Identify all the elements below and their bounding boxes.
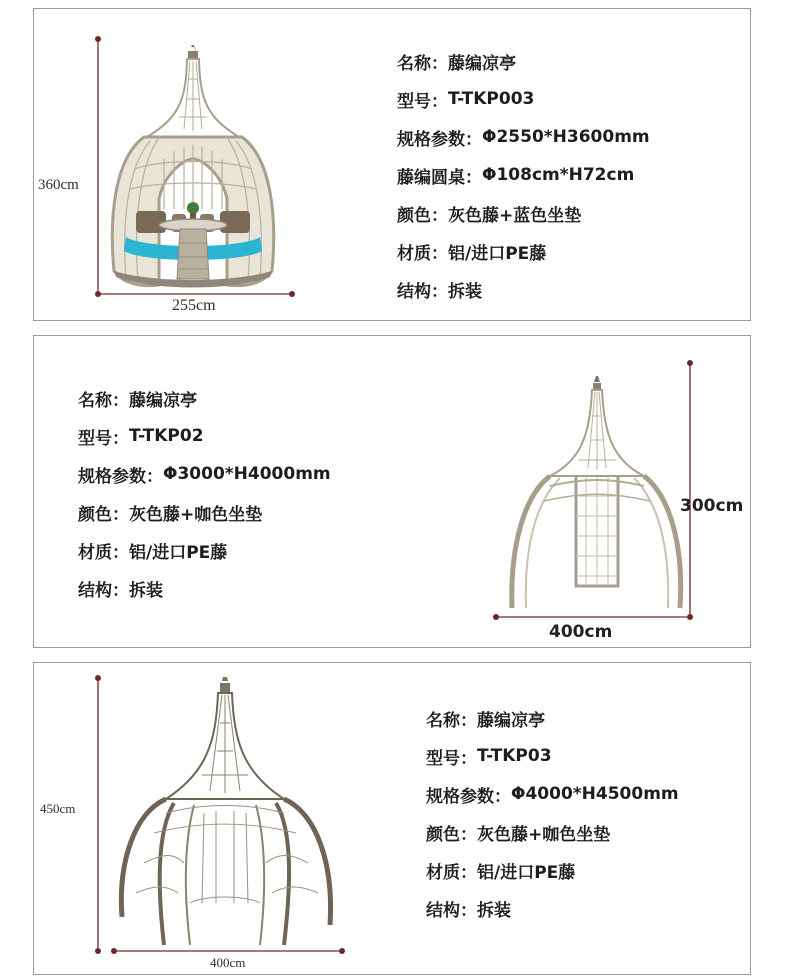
spec-row-material — [78, 531, 331, 569]
spec-row-model — [426, 737, 679, 775]
spec-value: 拆装 — [448, 281, 482, 302]
width-dimension-label: 400cm — [210, 955, 246, 970]
spec-label: 藤编圆桌： — [397, 167, 482, 188]
height-dimension-label: 300cm — [680, 496, 744, 516]
spec-value: T-TKP003 — [448, 89, 535, 109]
spec-value: 藤编凉亭 — [477, 710, 545, 731]
spec-row-structure — [78, 569, 331, 607]
product-card-2 — [33, 335, 751, 648]
spec-label: 颜色： — [78, 504, 129, 525]
spec-label: 规格参数： — [426, 786, 511, 807]
spec-label: 结构： — [78, 580, 129, 601]
spec-label: 名称： — [78, 390, 129, 411]
spec-row-dimensions — [78, 455, 331, 493]
spec-value: 灰色藤+蓝色坐垫 — [448, 205, 582, 226]
spec-label: 名称： — [426, 710, 477, 731]
spec-value: 拆装 — [129, 580, 163, 601]
spec-value: T-TKP02 — [129, 426, 204, 446]
spec-list — [426, 699, 679, 927]
spec-row-table — [397, 156, 650, 194]
height-dimension-label: 450cm — [40, 801, 76, 816]
spec-value: 铝/进口PE藤 — [129, 542, 228, 563]
spec-label: 规格参数： — [397, 129, 482, 150]
spec-label: 型号： — [397, 91, 448, 112]
spec-row-structure — [426, 889, 679, 927]
product-card-1 — [33, 8, 751, 321]
spec-list — [397, 42, 650, 308]
spec-row-name — [397, 42, 650, 80]
spec-label: 材质： — [78, 542, 129, 563]
spec-row-material — [426, 851, 679, 889]
spec-row-model — [78, 417, 331, 455]
spec-row-name — [426, 699, 679, 737]
spec-row-color — [397, 194, 650, 232]
spec-label: 材质： — [426, 862, 477, 883]
spec-label: 颜色： — [397, 205, 448, 226]
width-dimension-label: 400cm — [549, 622, 613, 642]
spec-row-material — [397, 232, 650, 270]
spec-value: Φ4000*H4500mm — [511, 784, 679, 804]
spec-row-model — [397, 80, 650, 118]
spec-label: 名称： — [397, 53, 448, 74]
spec-value: 藤编凉亭 — [448, 53, 516, 74]
spec-row-color — [78, 493, 331, 531]
spec-label: 型号： — [426, 748, 477, 769]
spec-row-color — [426, 813, 679, 851]
pavilion-3-image — [34, 663, 364, 976]
spec-value: T-TKP03 — [477, 746, 552, 766]
spec-list — [78, 379, 331, 607]
spec-value: 灰色藤+咖色坐垫 — [129, 504, 263, 525]
spec-value: 拆装 — [477, 900, 511, 921]
spec-value: 藤编凉亭 — [129, 390, 197, 411]
spec-value: Φ2550*H3600mm — [482, 127, 650, 147]
product-card-3 — [33, 662, 751, 975]
spec-row-dimensions — [397, 118, 650, 156]
spec-row-name — [78, 379, 331, 417]
spec-label: 型号： — [78, 428, 129, 449]
spec-label: 规格参数： — [78, 466, 163, 487]
spec-label: 颜色： — [426, 824, 477, 845]
spec-row-structure — [397, 270, 650, 308]
width-dimension-label: 255cm — [172, 297, 216, 314]
height-dimension-label: 360cm — [38, 177, 79, 193]
spec-value: Φ108cm*H72cm — [482, 165, 635, 185]
spec-label: 结构： — [426, 900, 477, 921]
spec-label: 结构： — [397, 281, 448, 302]
spec-label: 材质： — [397, 243, 448, 264]
pavilion-1-image — [34, 9, 314, 322]
spec-value: 灰色藤+咖色坐垫 — [477, 824, 611, 845]
spec-row-dimensions — [426, 775, 679, 813]
spec-value: 铝/进口PE藤 — [448, 243, 547, 264]
spec-value: 铝/进口PE藤 — [477, 862, 576, 883]
pavilion-2-image — [474, 336, 750, 649]
spec-value: Φ3000*H4000mm — [163, 464, 331, 484]
